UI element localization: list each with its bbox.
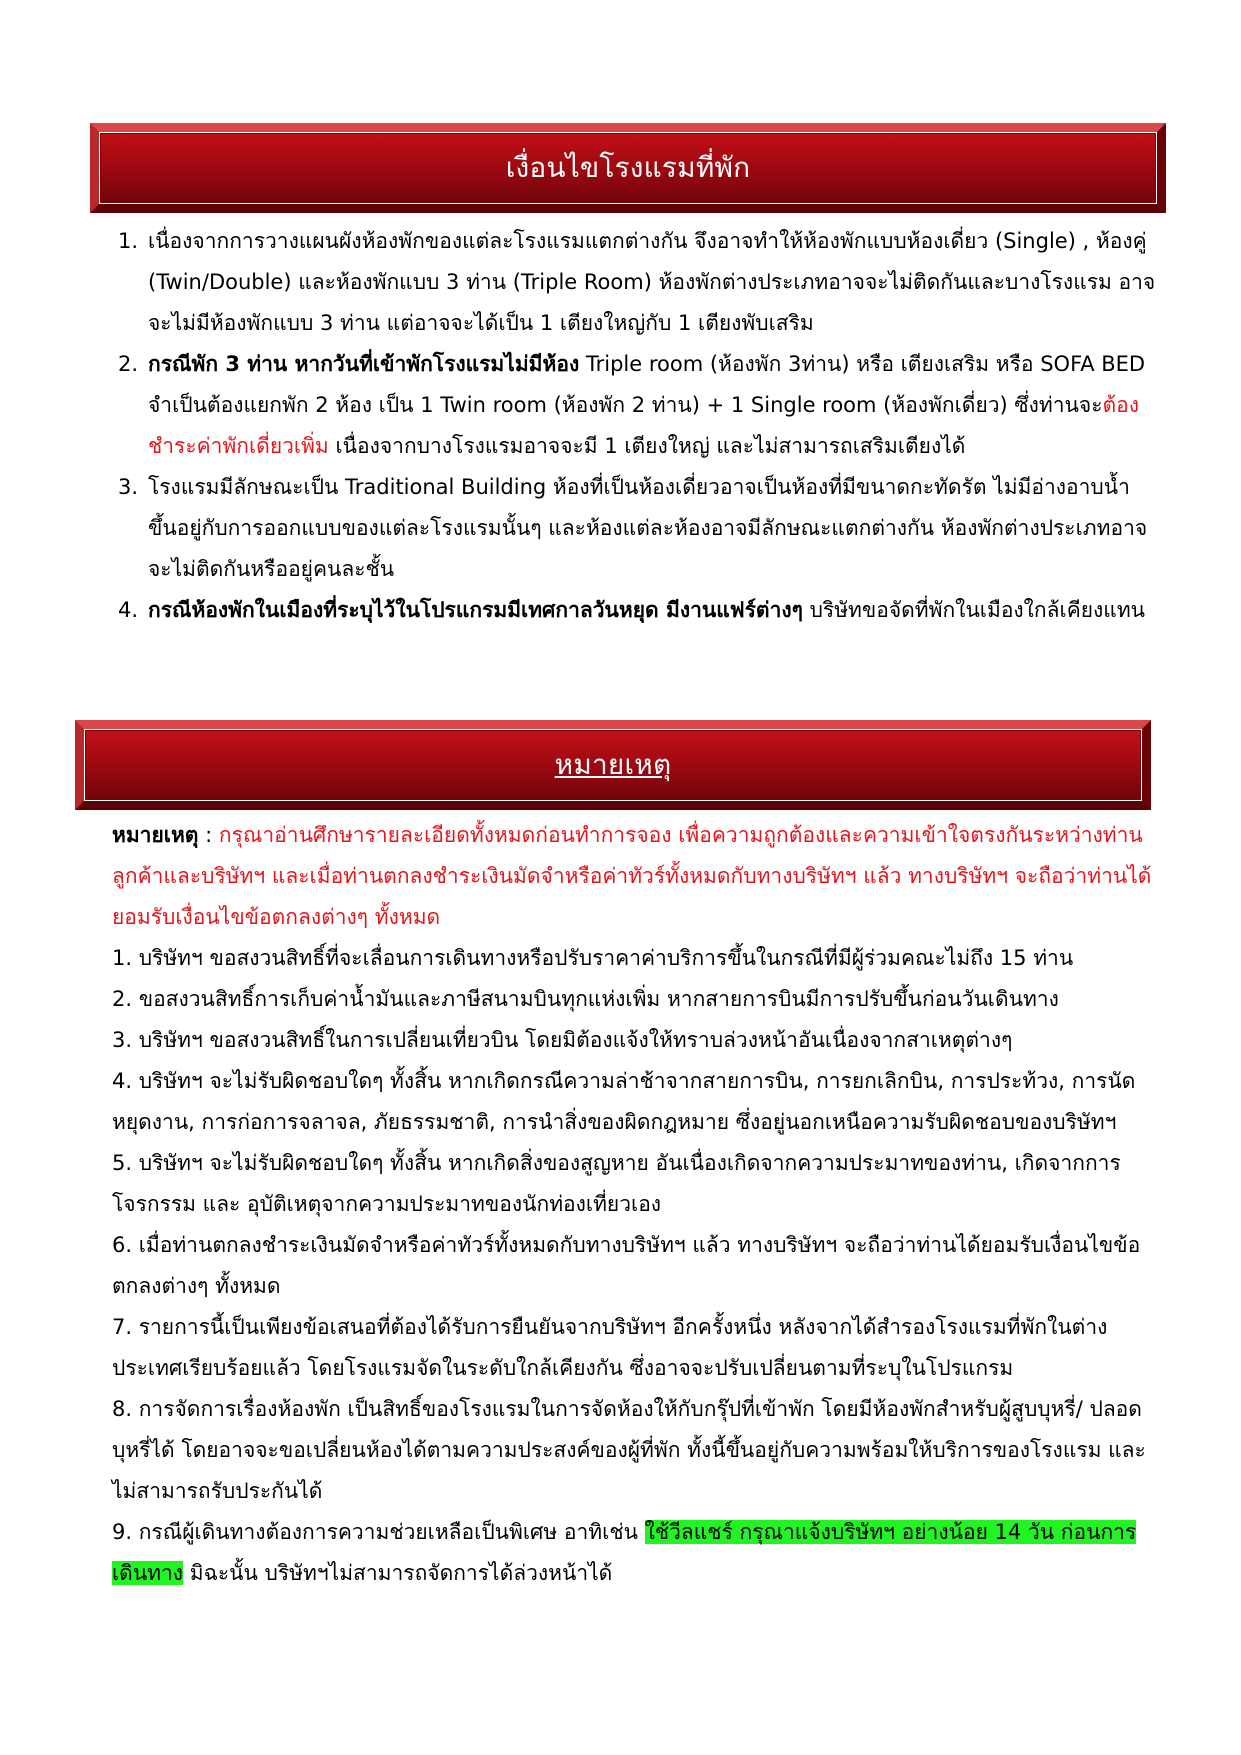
list-number: 2. bbox=[118, 352, 139, 376]
list-number: 4. bbox=[118, 598, 139, 622]
notes-body bbox=[112, 815, 1170, 1594]
notes-intro bbox=[112, 815, 1170, 938]
list-number: 1. bbox=[118, 229, 139, 253]
list-bold-text: กรณีพัก 3 ท่าน หากวันที่เข้าพักโรงแรมไม่มีห้อง bbox=[148, 352, 580, 376]
list-bold-text: กรณีห้องพักในเมืองที่ระบุไว้ในโปรแกรมมีเทศกาลวันหยุด มีงานแฟร์ต่างๆ bbox=[148, 598, 803, 622]
notes-intro-red-text: กรุณาอ่านศึกษารายละเอียดทั้งหมดก่อนทำการจอง เพื่อความถูกต้องและความเข้าใจตรงกันระหว่างท่านลูกค้าและบริษัทฯ และเมื่อท่านตกลงชำระเงินมัดจำหรือค่าทัวร์ทั้งหมดกับทางบริษัทฯ แล้ว ทางบริษัทฯ จะถือว่าท่านได้ยอมรับเงื่อนไขข้อตกลงต่างๆ ทั้งหมด bbox=[112, 823, 1152, 929]
notes-item: 3. บริษัทฯ ขอสงวนสิทธิ์ในการเปลี่ยนเที่ยวบิน โดยมิต้องแจ้งให้ทราบล่วงหน้าอันเนื่องจากสาเหตุต่างๆ bbox=[112, 1028, 1013, 1052]
notes-item: 7. รายการนี้เป็นเพียงข้อเสนอที่ต้องได้รับการยืนยันจากบริษัทฯ อีกครั้งหนึ่ง หลังจากได้สำรองโรงแรมที่พักในต่างประเทศเรียบร้อยแล้ว โดยโรงแรมจัดในระดับใกล้เคียงกัน ซึ่งอาจจะปรับเปลี่ยนตามที่ระบุในโปรแกรม bbox=[112, 1315, 1108, 1380]
hotel-conditions-list bbox=[118, 221, 1164, 631]
notes-item-text: มิฉะนั้น บริษัทฯไม่สามารถจัดการได้ล่วงหน้าได้ bbox=[183, 1561, 613, 1585]
notes-item: 1. บริษัทฯ ขอสงวนสิทธิ์ที่จะเลื่อนการเดินทางหรือปรับราคาค่าบริการขึ้นในกรณีที่มีผู้ร่วมคณะไม่ถึง 15 ท่าน bbox=[112, 946, 1074, 970]
list-text: โรงแรมมีลักษณะเป็น Traditional Building ห้องที่เป็นห้องเดี่ยวอาจเป็นห้องที่มีขนาดกะทัดรัต ไม่มีอ่างอาบน้ำ ขึ้นอยู่กับการออกแบบของแต่ละโรงแรมนั้นๆ และห้องแต่ละห้องอาจมีลักษณะแตกต่างกัน ห้องพักต่างประเภทอาจจะไม่ติดกันหรืออยู่คนละชั้น bbox=[148, 475, 1148, 581]
list-item bbox=[118, 590, 1164, 631]
list-item bbox=[118, 221, 1164, 344]
notes-intro-separator: : bbox=[198, 823, 219, 847]
list-text: Triple room (ห้องพัก 3ท่าน) หรือ เตียงเสริม หรือ SOFA BED จำเป็นต้องแยกพัก 2 ห้อง เป็น 1 Twin room (ห้องพัก 2 ท่าน) + 1 Single room (ห้องพักเดี่ยว) ซึ่งท่านจะ bbox=[148, 352, 1146, 417]
notes-intro-label: หมายเหตุ bbox=[112, 823, 199, 847]
notes-item-text: 9. กรณีผู้เดินทางต้องการความช่วยเหลือเป็นพิเศษ อาทิเช่น bbox=[112, 1520, 645, 1544]
notes-item: 5. บริษัทฯ จะไม่รับผิดชอบใดๆ ทั้งสิ้น หากเกิดสิ่งของสูญหาย อันเนื่องเกิดจากความประมาทของท่าน, เกิดจากการโจรกรรม และ อุบัติเหตุจากความประมาทของนักท่องเที่ยวเอง bbox=[112, 1151, 1121, 1216]
list-number: 3. bbox=[118, 475, 139, 499]
hotel-conditions-banner bbox=[90, 123, 1166, 213]
notes-banner bbox=[75, 720, 1151, 810]
notes-title: หมายเหตุ bbox=[554, 748, 672, 781]
list-item bbox=[118, 467, 1164, 590]
notes-item-9 bbox=[112, 1512, 1170, 1594]
list-text: บริษัทขอจัดที่พักในเมืองใกล้เคียงแทน bbox=[802, 598, 1146, 622]
list-red-text: ต้องชำระค่าพักเดี่ยวเพิ่ม bbox=[148, 393, 1140, 458]
hotel-conditions-title: เงื่อนไขโรงแรมที่พัก bbox=[505, 151, 751, 184]
notes-item: 2. ขอสงวนสิทธิ์การเก็บค่าน้ำมันและภาษีสนามบินทุกแห่งเพิ่ม หากสายการบินมีการปรับขึ้นก่อนวันเดินทาง bbox=[112, 987, 1059, 1011]
notes-item: 6. เมื่อท่านตกลงชำระเงินมัดจำหรือค่าทัวร์ทั้งหมดกับทางบริษัทฯ แล้ว ทางบริษัทฯ จะถือว่าท่านได้ยอมรับเงื่อนไขข้อตกลงต่างๆ ทั้งหมด bbox=[112, 1233, 1141, 1298]
notes-highlight-text: ใช้วีลแชร์ กรุณาแจ้งบริษัทฯ อย่างน้อย 14 วัน ก่อนการเดินทาง bbox=[112, 1520, 1137, 1585]
notes-item: 8. การจัดการเรื่องห้องพัก เป็นสิทธิ์ของโรงแรมในการจัดห้องให้กับกรุ๊ปที่เข้าพัก โดยมีห้องพักสำหรับผู้สูบบุหรี่/ ปลอดบุหรี่ได้ โดยอาจจะขอเปลี่ยนห้องได้ตามความประสงค์ของผู้ที่พัก ทั้งนี้ขึ้นอยู่กับความพร้อมให้บริการของโรงแรม และไม่สามารถรับประกันได้ bbox=[112, 1397, 1146, 1503]
list-text: เนื่องจากบางโรงแรมอาจจะมี 1 เตียงใหญ่ และไม่สามารถเสริมเตียงได้ bbox=[328, 434, 966, 458]
list-item bbox=[118, 344, 1164, 467]
list-text: เนื่องจากการวางแผนผังห้องพักของแต่ละโรงแรมแตกต่างกัน จึงอาจทำให้ห้องพักแบบห้องเดี่ยว (Single) , ห้องคู่ (Twin/Double) และห้องพักแบบ 3 ท่าน (Triple Room) ห้องพักต่างประเภทอาจจะไม่ติดกันและบางโรงแรม อาจจะไม่มีห้องพักแบบ 3 ท่าน แต่อาจจะได้เป็น 1 เตียงใหญ่กับ 1 เตียงพับเสริม bbox=[148, 229, 1156, 335]
notes-item: 4. บริษัทฯ จะไม่รับผิดชอบใดๆ ทั้งสิ้น หากเกิดกรณีความล่าช้าจากสายการบิน, การยกเลิกบิน, การประท้วง, การนัดหยุดงาน, การก่อการจลาจล, ภัยธรรมชาติ, การนำสิ่งของผิดกฎหมาย ซึ่งอยู่นอกเหนือความรับผิดชอบของบริษัทฯ bbox=[112, 1069, 1136, 1134]
